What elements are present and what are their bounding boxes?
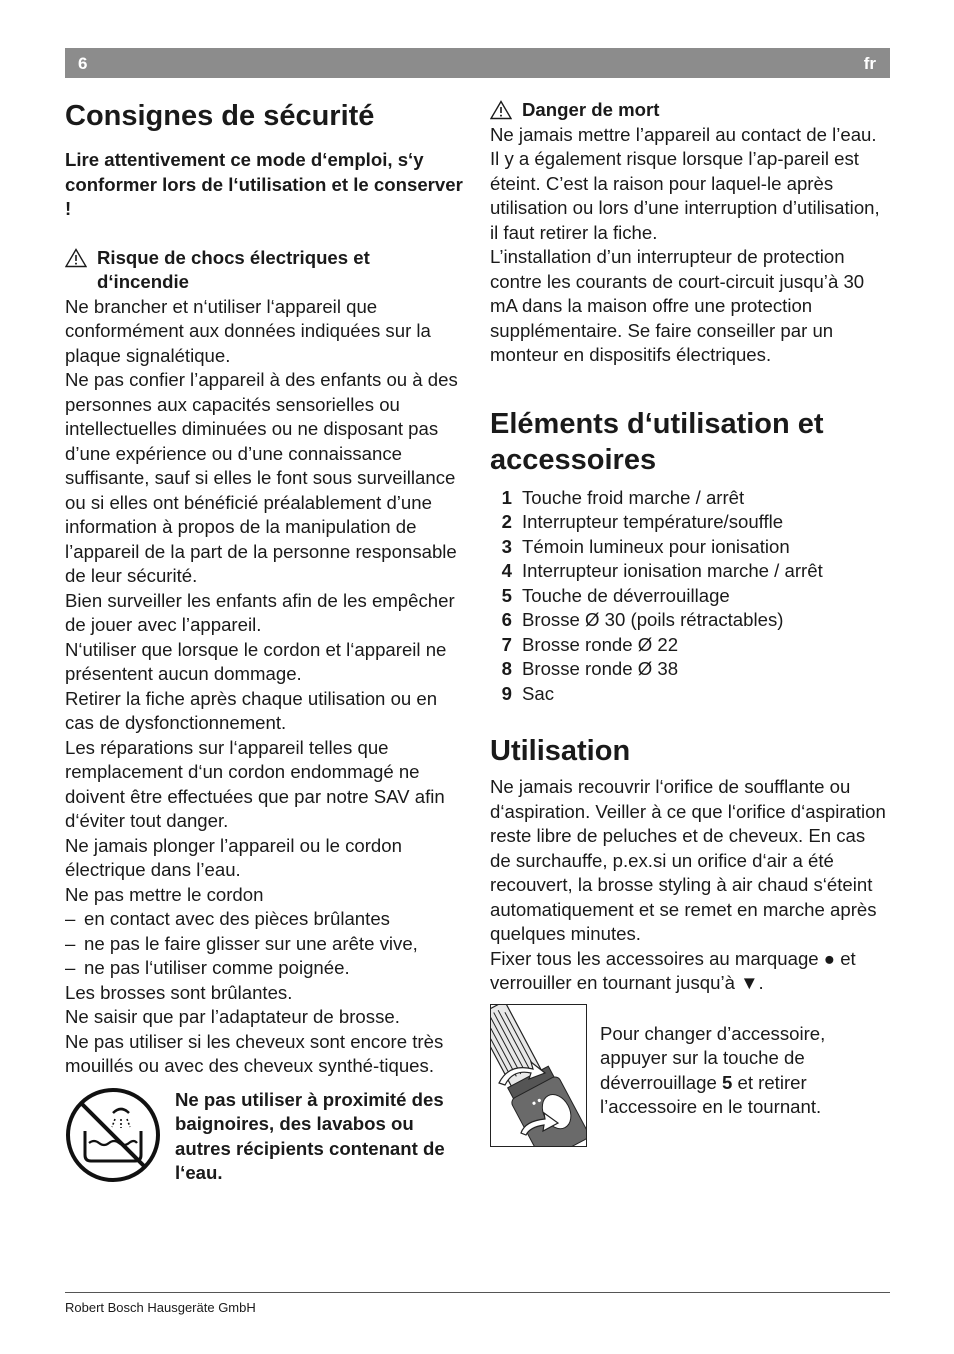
- elements-list: [490, 486, 890, 707]
- danger-title: Danger de mort: [522, 99, 660, 120]
- accessory-change-illustration: [490, 1004, 587, 1147]
- safety-intro: Lire attentivement ce mode d‘emploi, s‘y conformer lors de l‘utilisation et le conserver !: [65, 149, 463, 219]
- electric-shock-warning-heading: [65, 246, 465, 295]
- safety-paragraph: Ne jamais plonger l’appareil ou le cordon électrique dans l’eau.: [65, 834, 402, 880]
- no-bath-warning: [65, 1087, 465, 1186]
- usage-text: Ne jamais recouvrir l‘orifice de soufflante ou d‘aspiration. Veiller à ce que l‘orifice d‘aspiration reste libre de peluches et de cheveux. En cas de surchauffe, p.ex.si un orifice d‘air a été recouvert, la brosse styling à air chaud s‘éteint automatiquement et se remet en marche après quelques minutes.: [490, 776, 886, 944]
- safety-title: Consignes de sécurité: [65, 100, 375, 132]
- change-text-part: et retirer l’accessoire en le tournant.: [600, 1071, 822, 1117]
- dash-item-text: ne pas l‘utiliser comme poignée.: [84, 957, 350, 978]
- safety-paragraph: Retirer la fiche après chaque utilisation ou en cas de dysfonctionnement.: [65, 687, 438, 733]
- safety-paragraph: Ne pas confier l’appareil à des enfants ou à des personnes aux capacités sensorielles ou intellectuelles diminuées ou ne disposant pas d’une expérience ou d’une connaissance suffisante, sauf si elles le font sous surveillance ou si elles ont bénéficié préalablement d’une information à propos de la manipulation de l’appareil de la part de la personne responsable de leur sécurité.: [65, 369, 458, 586]
- footer-company: Robert Bosch Hausgeräte GmbH: [65, 1300, 256, 1315]
- footer-divider: [65, 1292, 890, 1293]
- warning-triangle-icon: [65, 248, 87, 268]
- dash-list-item: – en contact avec des pièces brûlantes: [65, 907, 465, 932]
- safety-paragraph: N‘utiliser que lorsque le cordon et l‘appareil ne présentent aucun dommage.: [65, 638, 447, 684]
- list-item: 4 Interrupteur ionisation marche / arrêt: [501, 560, 823, 581]
- list-item: 5 Touche de déverrouillage: [501, 584, 730, 606]
- dash-item-text: ne pas le faire glisser sur une arête vive,: [84, 932, 418, 954]
- language-code: fr: [863, 54, 876, 73]
- no-bath-text: Ne pas utiliser à proximité des baignoires, des lavabos ou autres récipients contenant de l‘eau.: [175, 1088, 445, 1183]
- warning-triangle-icon: [490, 100, 512, 120]
- danger-text-protection: L’installation d’un interrupteur de protection contre les courants de court-circuit jusqu’à 30 mA dans la maison offre une protection supplémentaire. Se faire conseiller par un monteur en dispositifs électriques.: [490, 246, 865, 365]
- safety-paragraph: Bien surveiller les enfants afin de les empêcher de jouer avec l’appareil.: [65, 589, 455, 635]
- list-item: 7 Brosse ronde Ø 22: [501, 633, 679, 655]
- dash-list-item: – ne pas le faire glisser sur une arête vive,: [65, 932, 465, 957]
- safety-paragraph: Les réparations sur l‘appareil telles que remplacement d‘un cordon endommagé ne doivent être effectuées que par notre SAV afin d‘éviter tout danger.: [65, 736, 445, 831]
- safety-paragraph: Ne saisir que par l’adaptateur de brosse.: [65, 1006, 400, 1027]
- change-accessory-block: [490, 1004, 890, 1147]
- dash-list-item: – ne pas l‘utiliser comme poignée.: [65, 956, 465, 981]
- safety-paragraph: Ne pas mettre le cordon: [65, 883, 264, 905]
- safety-paragraph: Les brosses sont brûlantes.: [65, 981, 293, 1003]
- no-bath-icon: [65, 1087, 161, 1183]
- list-item: 9 Sac: [501, 682, 555, 704]
- left-column: [65, 98, 465, 1186]
- warning-heading-line2: d‘incendie: [97, 271, 189, 292]
- usage-title: Utilisation: [490, 735, 631, 767]
- change-accessory-text: [600, 1004, 890, 1147]
- danger-text: Ne jamais mettre l’appareil au contact de l’eau. Il y a également risque lorsque l’ap-pareil est éteint. C’est la raison pour laquel-le après utilisation ou lors d’une interruption d’utilisation, il faut retirer la fiche.: [490, 123, 880, 243]
- page-header-bar: [65, 48, 890, 78]
- unlock-button-number: 5: [721, 1071, 733, 1093]
- danger-heading: [490, 98, 890, 123]
- warning-heading-line1: Risque de chocs électriques et: [97, 246, 370, 268]
- list-item: 6 Brosse Ø 30 (poils rétractables): [501, 609, 784, 630]
- safety-paragraph: Ne brancher et n‘utiliser l‘appareil que conformément aux données indiquées sur la plaque signalétique.: [65, 295, 431, 366]
- elements-title: Eléments d‘utilisation et accessoires: [490, 407, 824, 476]
- page-number: 6: [78, 54, 88, 73]
- list-item: 2 Interrupteur température/souffle: [501, 511, 784, 532]
- right-column: [490, 98, 890, 1147]
- list-item: 1 Touche froid marche / arrêt: [501, 486, 745, 508]
- usage-text-accessories: Fixer tous les accessoires au marquage ● et verrouiller en tournant jusqu’à ▼.: [490, 947, 856, 993]
- list-item: 8 Brosse ronde Ø 38: [501, 658, 679, 679]
- list-item: 3 Témoin lumineux pour ionisation: [501, 535, 790, 557]
- dash-item-text: en contact avec des pièces brûlantes: [84, 908, 390, 929]
- change-text-part: Pour changer d’accessoire, appuyer sur la touche de déverrouillage: [600, 1022, 826, 1093]
- safety-paragraph: Ne pas utiliser si les cheveux sont encore très mouillés ou avec des cheveux synthé-tiques.: [65, 1030, 444, 1076]
